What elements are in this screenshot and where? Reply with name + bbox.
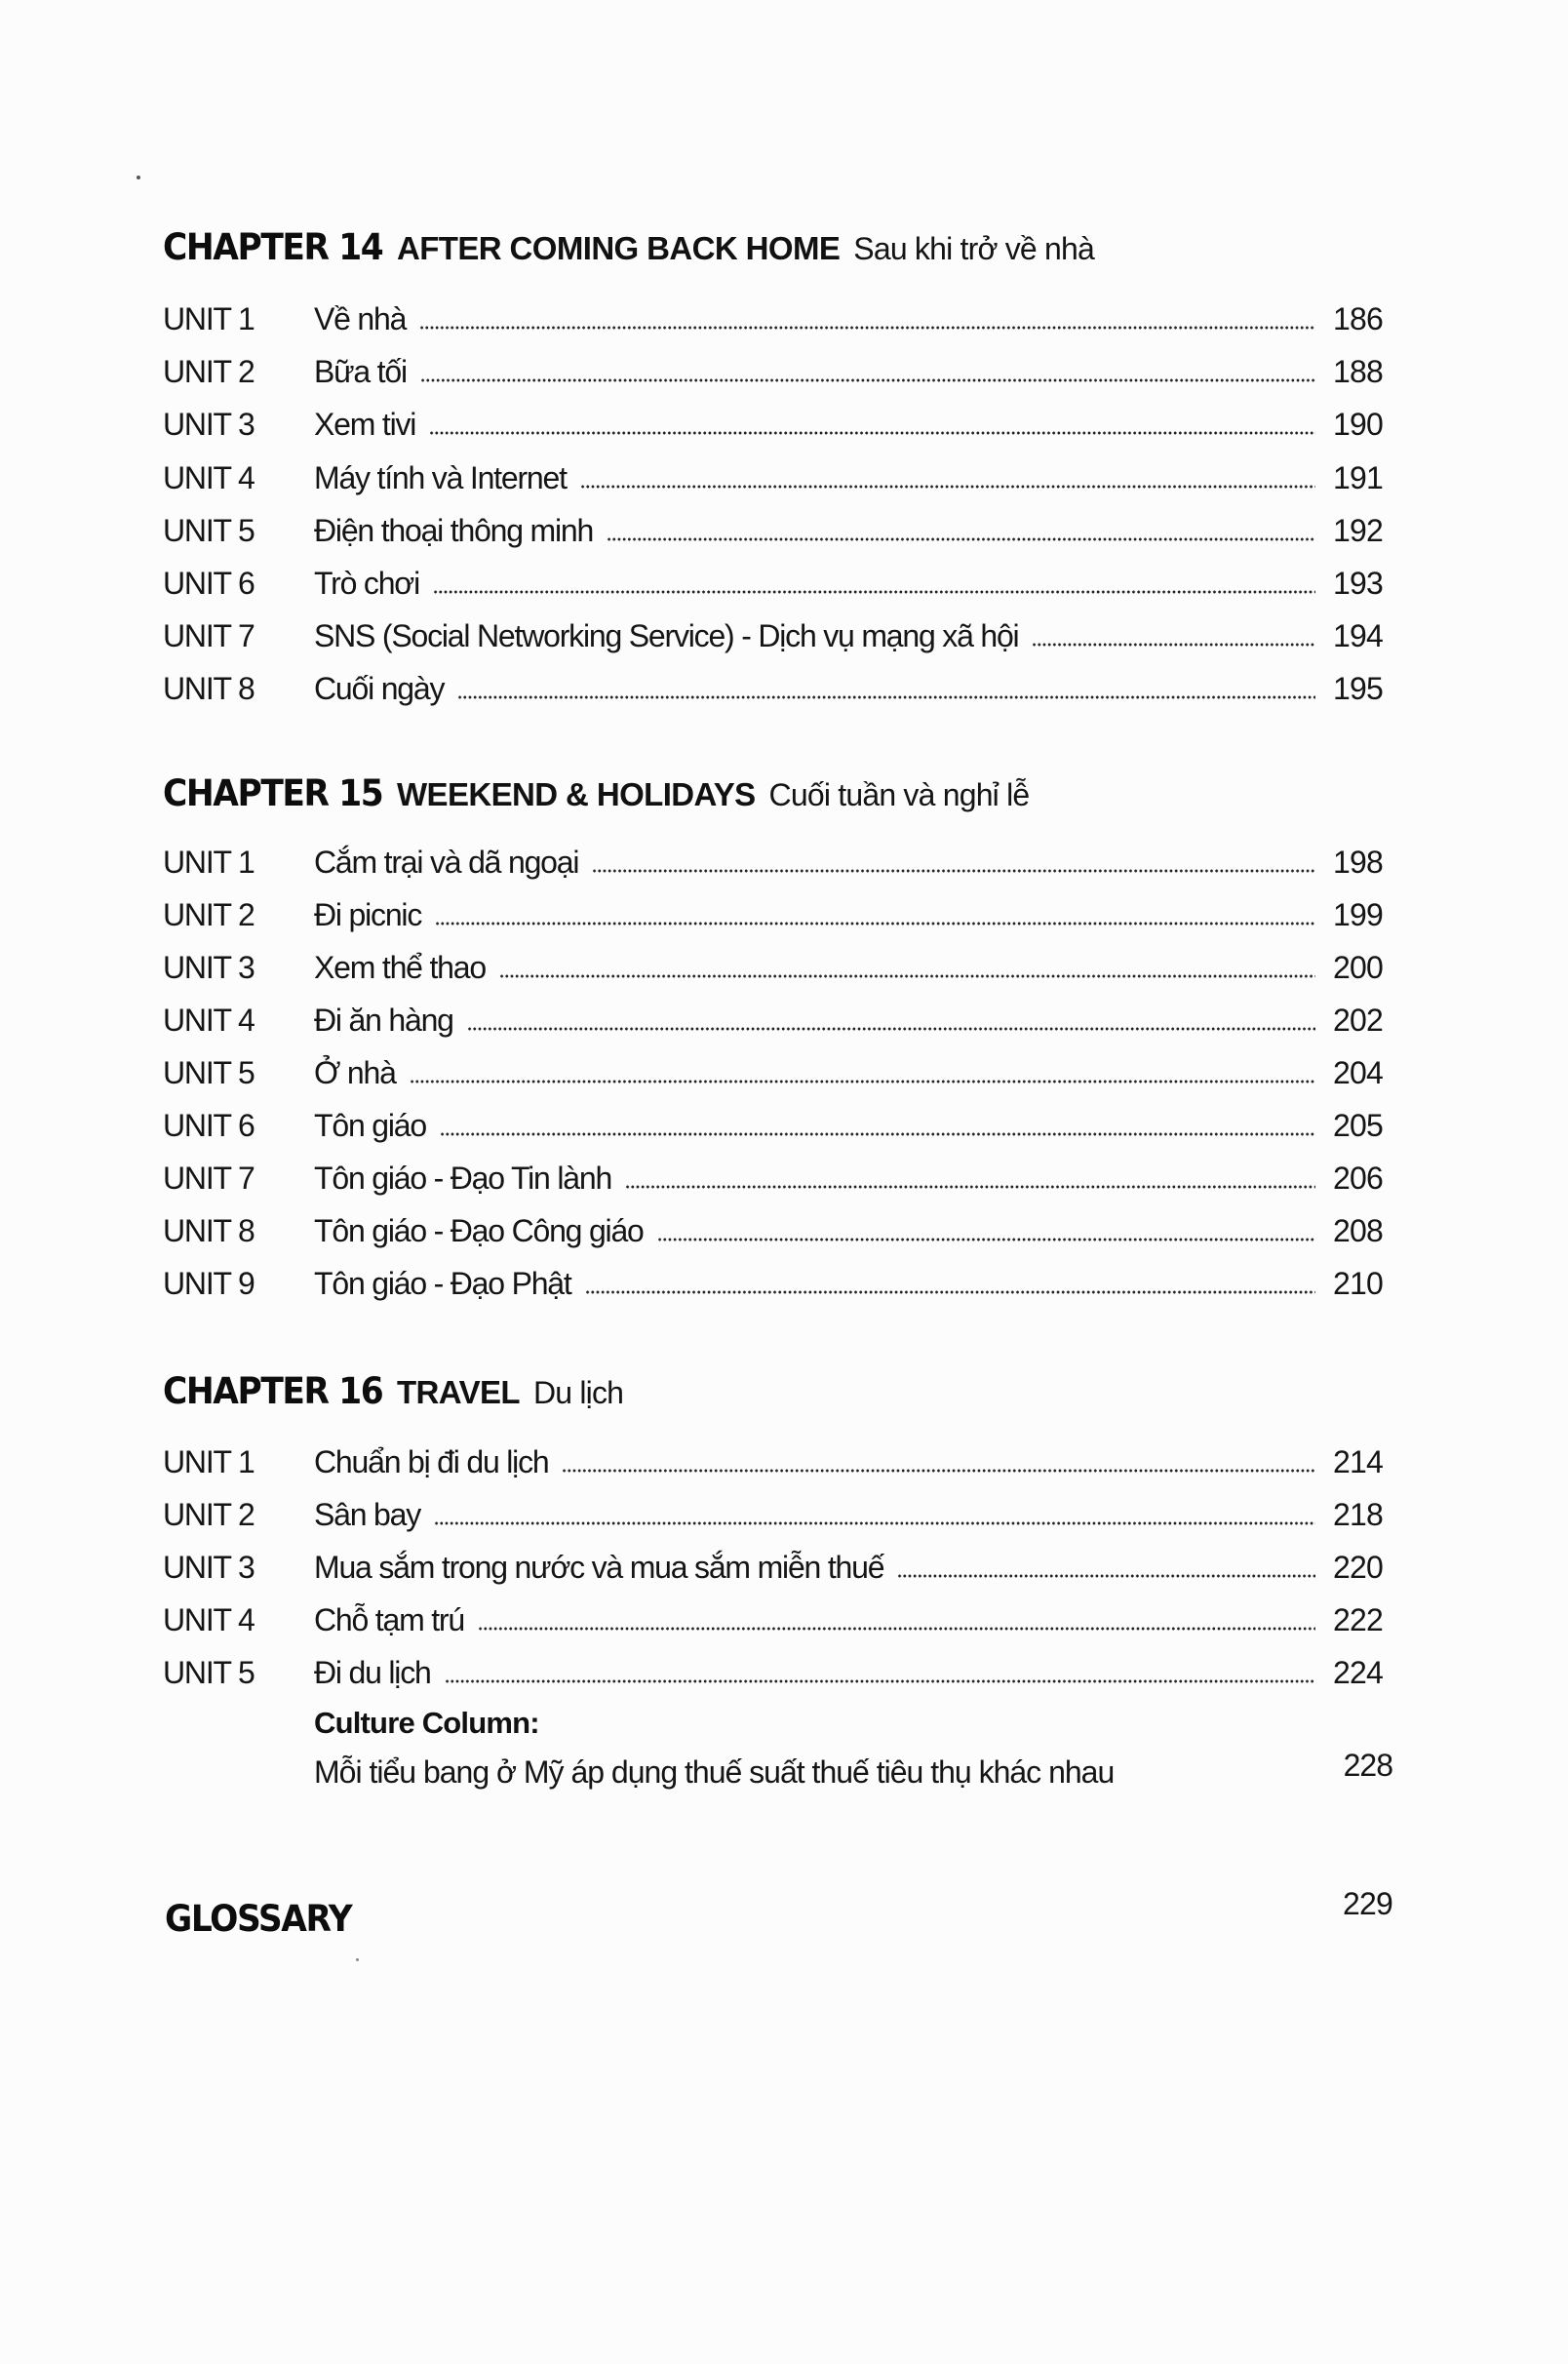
page-number: 228 — [1343, 1748, 1392, 1783]
page-number: 199 — [1333, 897, 1383, 932]
unit-title: Đi picnic — [314, 897, 422, 932]
unit-label: UNIT 3 — [163, 1550, 255, 1585]
unit-label: UNIT 8 — [163, 1213, 255, 1248]
unit-title: Đi du lịch — [314, 1655, 431, 1690]
dot-leader — [499, 974, 1315, 978]
toc-entry[interactable] — [163, 1003, 1383, 1042]
toc-entry[interactable] — [163, 566, 1383, 605]
unit-label: UNIT 5 — [163, 1055, 255, 1090]
dot-leader — [420, 378, 1315, 382]
unit-title: Tôn giáo — [314, 1108, 426, 1143]
page-number: 206 — [1333, 1161, 1383, 1196]
dot-leader — [580, 485, 1315, 489]
unit-title: Bữa tối — [314, 354, 407, 389]
page-number: 188 — [1333, 354, 1383, 389]
dot-leader — [897, 1574, 1315, 1578]
unit-label: UNIT 2 — [163, 897, 255, 932]
glossary-page-number: 229 — [1343, 1886, 1392, 1921]
page-number: 200 — [1333, 950, 1383, 985]
toc-entry[interactable] — [163, 1550, 1383, 1589]
chapter-title-vi: Sau khi trở về nhà — [853, 231, 1095, 266]
unit-title: Trò chơi — [314, 566, 419, 601]
toc-entry[interactable] — [163, 301, 1383, 340]
toc-entry[interactable] — [163, 1108, 1383, 1147]
print-speck — [137, 176, 140, 179]
chapter-heading — [163, 772, 1029, 815]
dot-leader — [445, 1679, 1315, 1683]
page-number: 193 — [1333, 566, 1383, 601]
unit-title: Chuẩn bị đi du lịch — [314, 1444, 549, 1479]
unit-label: UNIT 1 — [163, 1444, 255, 1479]
dot-leader — [435, 922, 1315, 926]
dot-leader — [434, 1521, 1315, 1525]
chapter-title-vi: Cuối tuần và nghỉ lễ — [768, 777, 1030, 812]
culture-column-heading: Culture Column: — [314, 1706, 539, 1740]
chapter-heading — [163, 226, 1094, 269]
dot-leader — [585, 1290, 1315, 1294]
unit-title: Đi ăn hàng — [314, 1003, 453, 1038]
chapter-title-en: TRAVEL — [397, 1374, 520, 1410]
page-number: 210 — [1333, 1266, 1383, 1301]
dot-leader — [592, 869, 1315, 873]
page-number: 222 — [1333, 1602, 1383, 1637]
unit-title: Chỗ tạm trú — [314, 1602, 464, 1637]
unit-label: UNIT 2 — [163, 1497, 255, 1532]
page-number: 218 — [1333, 1497, 1383, 1532]
glossary-heading[interactable]: GLOSSARY — [165, 1898, 352, 1940]
toc-entry[interactable] — [163, 1602, 1383, 1641]
page-number: 198 — [1333, 845, 1383, 880]
dot-leader — [419, 326, 1315, 330]
unit-label: UNIT 4 — [163, 1003, 255, 1038]
toc-entry[interactable] — [163, 460, 1383, 499]
dot-leader — [457, 695, 1315, 699]
page-number: 220 — [1333, 1550, 1383, 1585]
toc-entry[interactable] — [163, 1266, 1383, 1305]
dot-leader — [625, 1185, 1315, 1189]
page-number: 186 — [1333, 301, 1383, 336]
page-number: 208 — [1333, 1213, 1383, 1248]
unit-title: Sân bay — [314, 1497, 421, 1532]
page-number: 205 — [1333, 1108, 1383, 1143]
page-number: 192 — [1333, 513, 1383, 548]
dot-leader — [433, 590, 1315, 594]
unit-label: UNIT 9 — [163, 1266, 255, 1301]
unit-label: UNIT 8 — [163, 671, 255, 706]
page-number: 195 — [1333, 671, 1383, 706]
unit-label: UNIT 7 — [163, 1161, 255, 1196]
unit-label: UNIT 4 — [163, 1602, 255, 1637]
culture-column-entry[interactable] — [314, 1748, 1392, 1791]
chapter-title-en: AFTER COMING BACK HOME — [397, 230, 841, 266]
unit-label: UNIT 5 — [163, 513, 255, 548]
toc-entry[interactable] — [163, 513, 1383, 552]
unit-title: Ở nhà — [314, 1055, 396, 1090]
dot-leader — [562, 1469, 1315, 1473]
dot-leader — [478, 1627, 1315, 1631]
chapter-number: CHAPTER 16 — [163, 1370, 383, 1412]
page-number: 214 — [1333, 1444, 1383, 1479]
unit-title: Điện thoại thông minh — [314, 513, 594, 548]
unit-title: Mua sắm trong nước và mua sắm miễn thuế — [314, 1550, 884, 1585]
page-number: 224 — [1333, 1655, 1383, 1690]
unit-label: UNIT 2 — [163, 354, 255, 389]
toc-entry[interactable] — [163, 950, 1383, 989]
chapter-title-vi: Du lịch — [532, 1375, 624, 1410]
toc-entry[interactable] — [163, 354, 1383, 393]
unit-title: Tôn giáo - Đạo Tin lành — [314, 1161, 612, 1196]
unit-label: UNIT 7 — [163, 618, 255, 653]
unit-title: Cắm trại và dã ngoại — [314, 845, 579, 880]
page-number: 202 — [1333, 1003, 1383, 1038]
unit-label: UNIT 6 — [163, 566, 255, 601]
dot-leader — [410, 1080, 1315, 1084]
unit-title: Về nhà — [314, 301, 407, 336]
unit-title: Tôn giáo - Đạo Công giáo — [314, 1213, 644, 1248]
unit-label: UNIT 6 — [163, 1108, 255, 1143]
unit-title: Xem tivi — [314, 407, 416, 442]
page-number: 194 — [1333, 618, 1383, 653]
dot-leader — [429, 431, 1315, 435]
toc-entry[interactable] — [163, 1444, 1383, 1483]
toc-entry[interactable] — [163, 671, 1383, 710]
unit-title: Máy tính và Internet — [314, 460, 567, 495]
unit-title: Tôn giáo - Đạo Phật — [314, 1266, 571, 1301]
chapter-title-en: WEEKEND & HOLIDAYS — [397, 776, 756, 812]
toc-entry[interactable] — [163, 1213, 1383, 1252]
unit-label: UNIT 1 — [163, 301, 255, 336]
dot-leader — [1032, 643, 1315, 647]
dot-leader — [467, 1027, 1315, 1031]
unit-label: UNIT 4 — [163, 460, 255, 495]
toc-entry[interactable] — [163, 897, 1383, 936]
unit-label: UNIT 1 — [163, 845, 255, 880]
page-number: 204 — [1333, 1055, 1383, 1090]
toc-entry[interactable] — [163, 1497, 1383, 1536]
page-number: 191 — [1333, 460, 1383, 495]
chapter-number: CHAPTER 15 — [163, 772, 383, 814]
dot-leader — [657, 1238, 1315, 1241]
dot-leader — [607, 537, 1315, 541]
unit-title: Cuối ngày — [314, 671, 445, 706]
chapter-heading — [163, 1370, 623, 1413]
toc-entry[interactable] — [163, 618, 1383, 657]
dot-leader — [440, 1132, 1315, 1136]
unit-title: SNS (Social Networking Service) - Dịch vụ mạng xã hội — [314, 618, 1019, 653]
toc-entry[interactable] — [163, 1161, 1383, 1200]
culture-column-title: Mỗi tiểu bang ở Mỹ áp dụng thuế suất thuế tiêu thụ khác nhau — [314, 1754, 1115, 1790]
unit-label: UNIT 3 — [163, 407, 255, 442]
page-number: 190 — [1333, 407, 1383, 442]
toc-entry[interactable] — [163, 1655, 1383, 1694]
unit-label: UNIT 5 — [163, 1655, 255, 1690]
print-speck — [356, 1958, 359, 1961]
toc-entry[interactable] — [163, 1055, 1383, 1094]
toc-entry[interactable] — [163, 407, 1383, 446]
toc-entry[interactable] — [163, 845, 1383, 884]
unit-title: Xem thể thao — [314, 950, 486, 985]
unit-label: UNIT 3 — [163, 950, 255, 985]
chapter-number: CHAPTER 14 — [163, 226, 383, 268]
